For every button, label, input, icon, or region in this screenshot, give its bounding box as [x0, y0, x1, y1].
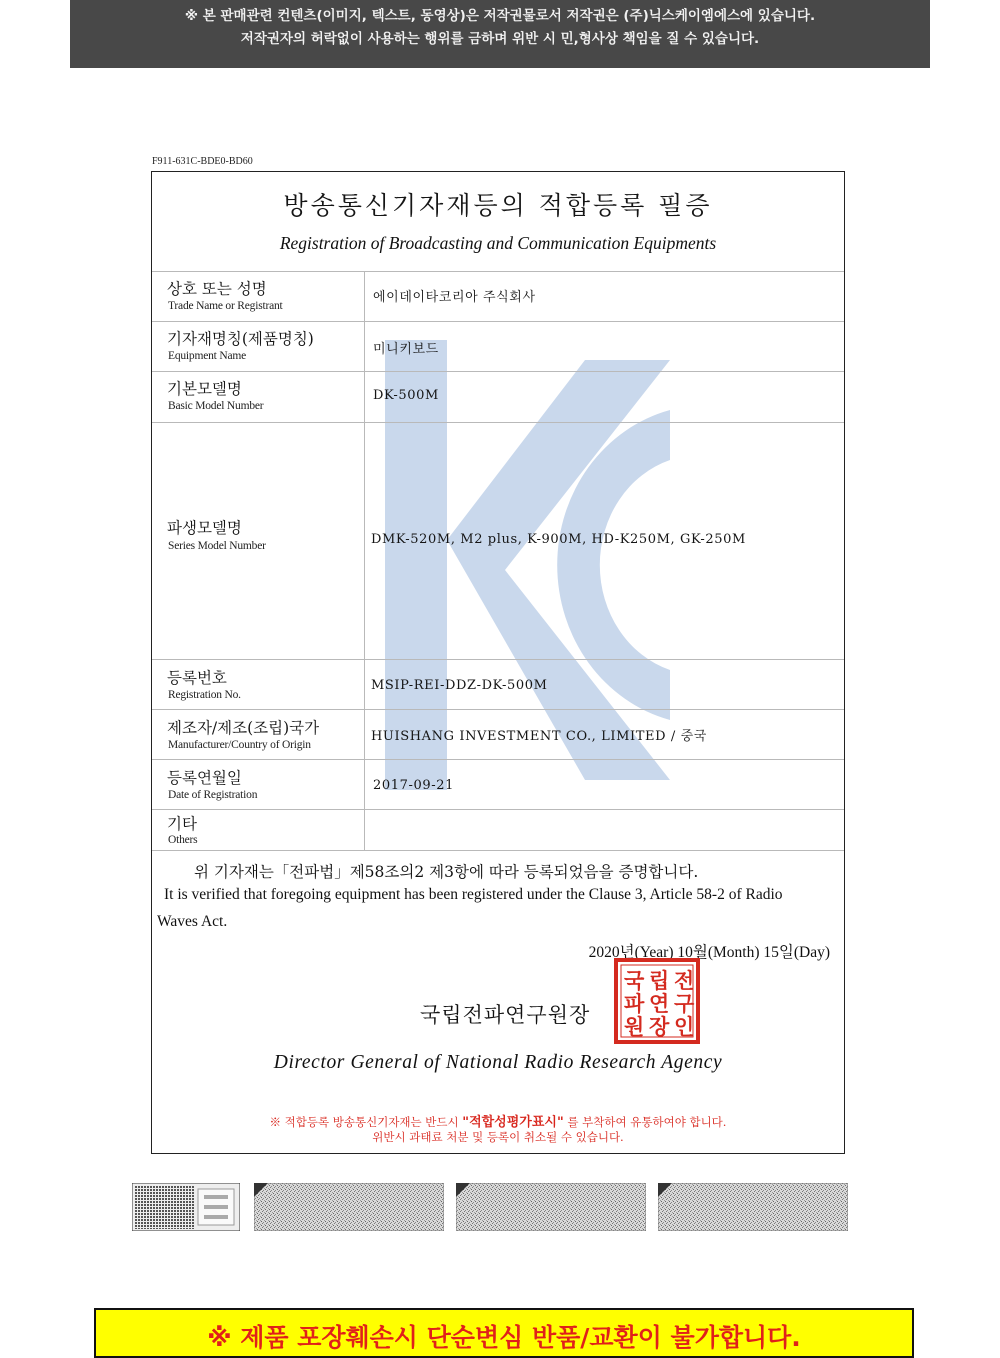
row-others — [152, 809, 844, 851]
director-title-ko: 국립전파연구원장 — [420, 1003, 591, 1027]
security-pattern-1 — [254, 1183, 444, 1231]
row-label-ko: 상호 또는 성명 — [167, 280, 267, 298]
row-registration-no — [152, 659, 844, 710]
notice-line-1 — [152, 1111, 844, 1130]
row-label-en: Others — [168, 834, 198, 846]
certificate-title-ko: 방송통신기자재등의 적합등록 필증 — [283, 191, 713, 220]
svg-text:인: 인 — [674, 1014, 695, 1039]
security-pattern-3 — [658, 1183, 848, 1231]
copyright-banner — [70, 0, 930, 68]
row-label-ko: 기본모델명 — [167, 380, 242, 398]
row-value: 에이데이타코리아 주식회사 — [373, 290, 536, 305]
row-label-ko: 파생모델명 — [167, 519, 242, 537]
row-label-en: Trade Name or Registrant — [168, 300, 283, 312]
row-label-en: Series Model Number — [168, 540, 266, 552]
official-seal-stamp — [614, 958, 700, 1044]
statement-divider — [152, 850, 844, 851]
row-label-ko: 기타 — [167, 815, 197, 833]
2d-barcode — [132, 1183, 240, 1231]
row-label-ko: 등록연월일 — [167, 769, 242, 787]
row-label-en: Registration No. — [168, 689, 241, 701]
row-label-ko: 제조자/제조(조립)국가 — [167, 719, 320, 737]
row-label-en: Date of Registration — [168, 789, 258, 801]
row-series-model — [152, 422, 844, 660]
statement-ko: 위 기자재는「전파법」제58조의2 제3항에 따라 등록되었음을 증명합니다. — [194, 863, 699, 881]
security-pattern-2 — [456, 1183, 646, 1231]
row-value: MSIP-REI-DDZ-DK-500M — [371, 678, 548, 693]
svg-text:연: 연 — [649, 991, 670, 1016]
svg-text:원: 원 — [624, 1014, 645, 1039]
document-id: F911-631C-BDE0-BD60 — [152, 156, 253, 167]
copyright-line-1: ※ 본 판매관련 컨텐츠(이미지, 텍스트, 동영상)은 저작권물로서 저작권은 (주)닉스케이엠에스에 있습니다. — [184, 8, 816, 24]
row-value: DMK-520M, M2 plus, K-900M, HD-K250M, GK-250M — [371, 532, 746, 547]
row-label-en: Equipment Name — [168, 350, 246, 362]
notice-pre: ※ 적합등록 방송통신기자재는 반드시 — [269, 1115, 459, 1129]
row-label-ko: 등록번호 — [167, 669, 227, 687]
notice-post: 를 부착하여 유통하여야 합니다. — [567, 1115, 727, 1129]
svg-text:전: 전 — [674, 968, 695, 993]
row-value: 2017-09-21 — [373, 778, 454, 793]
row-registration-date — [152, 759, 844, 810]
row-value: 미니키보드 — [373, 342, 439, 357]
certificate — [151, 171, 845, 1154]
row-value: HUISHANG INVESTMENT CO., LIMITED / 중국 — [371, 729, 707, 744]
copyright-line-2: 저작권자의 허락없이 사용하는 행위를 금하며 위반 시 민,형사상 책임을 질 수 있습니다. — [240, 31, 760, 47]
svg-text:국: 국 — [624, 968, 645, 993]
svg-text:장: 장 — [649, 1014, 670, 1039]
director-title-en: Director General of National Radio Research Agency — [273, 1052, 723, 1073]
notice-line-2: 위반시 과태료 처분 및 등록이 취소될 수 있습니다. — [372, 1130, 624, 1144]
row-label-ko: 기자재명칭(제품명칭) — [167, 330, 314, 348]
row-label-en: Basic Model Number — [168, 400, 264, 412]
row-manufacturer — [152, 709, 844, 760]
svg-text:파: 파 — [624, 991, 645, 1016]
row-label-en: Manufacturer/Country of Origin — [168, 739, 311, 751]
row-basic-model — [152, 371, 844, 423]
statement-en-line-1: It is verified that foregoing equipment has been registered under the Clause 3, Article 58-2 of Radio — [164, 886, 783, 903]
statement-en-line-2: Waves Act. — [157, 913, 228, 930]
return-policy-warning: ※ 제품 포장훼손시 단순변심 반품/교환이 불가합니다. — [94, 1308, 914, 1358]
row-equipment-name — [152, 321, 844, 372]
row-value: DK-500M — [373, 388, 439, 403]
notice-emphasis: "적합성평가표시" — [462, 1115, 564, 1130]
issue-date: 2020년(Year) 10월(Month) 15일(Day) — [588, 944, 830, 961]
certificate-title-en: Registration of Broadcasting and Communication Equipments — [279, 233, 717, 253]
row-trade-name — [152, 271, 844, 322]
svg-text:구: 구 — [674, 991, 695, 1016]
svg-text:립: 립 — [649, 968, 670, 993]
